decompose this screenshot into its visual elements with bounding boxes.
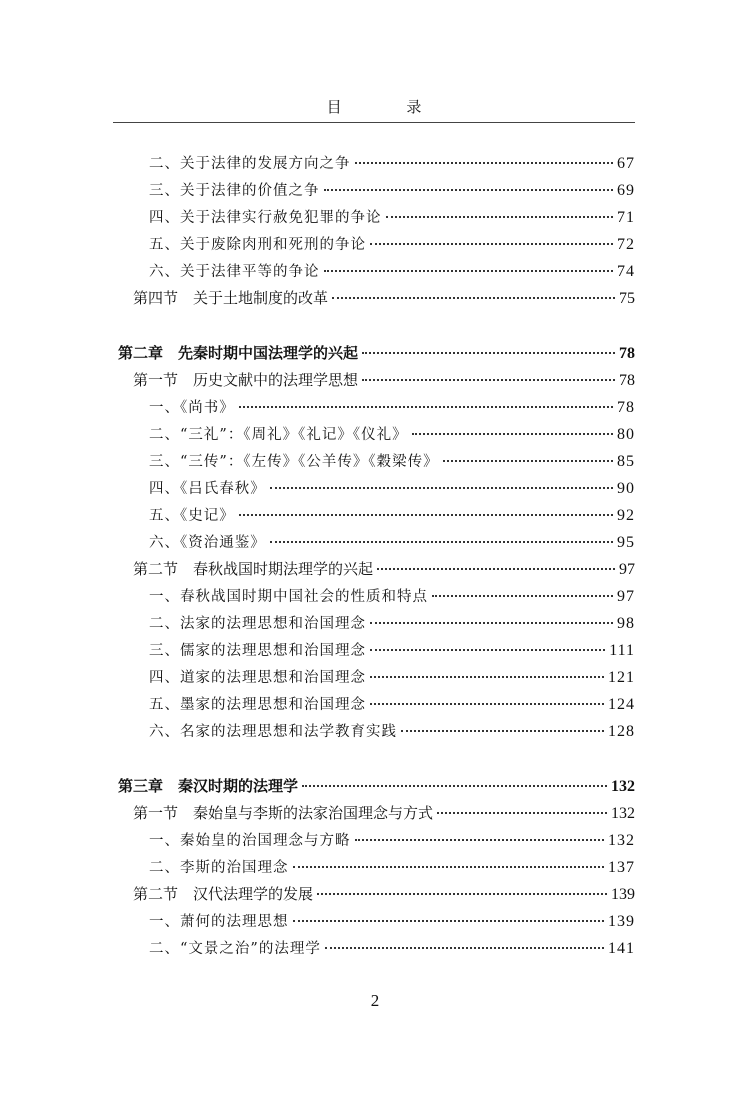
toc-entry[interactable]	[149, 260, 635, 284]
toc-chapter-label: 第三章 秦汉时期的法理学	[118, 777, 299, 795]
toc-chapter-label: 第二章 先秦时期中国法理学的兴起	[118, 344, 359, 362]
page-number: 2	[370, 991, 380, 1010]
toc-entry-page: 95	[617, 534, 635, 551]
toc-section[interactable]	[133, 558, 635, 582]
toc-entry-label: 四、关于法律实行赦免犯罪的争论	[149, 210, 382, 226]
toc-leader-dots	[239, 513, 613, 516]
toc-entry[interactable]	[149, 856, 635, 880]
toc-entry-label: 一、萧何的法理思想	[149, 914, 289, 930]
toc-leader-dots	[370, 621, 613, 624]
toc-entry[interactable]	[149, 206, 635, 230]
running-header: 目 录	[326, 98, 452, 116]
toc-entry-label: 二、李斯的治国理念	[149, 860, 289, 876]
toc-entry[interactable]	[149, 720, 635, 744]
toc-chapter[interactable]	[118, 342, 635, 366]
toc-entry[interactable]	[149, 152, 635, 176]
toc-section[interactable]	[133, 883, 635, 907]
toc-entry[interactable]	[149, 233, 635, 257]
toc-entry-page: 121	[608, 669, 635, 686]
toc-entry-label: 二、法家的法理思想和治国理念	[149, 616, 366, 632]
toc-entry[interactable]	[149, 910, 635, 934]
toc-leader-dots	[239, 405, 613, 408]
toc-entry-page: 71	[617, 209, 635, 226]
toc-leader-dots	[293, 919, 605, 922]
toc-entry-label: 一、秦始皇的治国理念与方略	[149, 833, 351, 849]
toc-section[interactable]	[133, 369, 635, 393]
toc-entry-page: 132	[608, 832, 635, 849]
toc-entry-page: 98	[617, 615, 635, 632]
toc-entry-label: 六、《资治通鉴》	[149, 535, 266, 551]
toc-entry-label: 六、关于法律平等的争论	[149, 264, 320, 280]
toc-leader-dots	[362, 351, 615, 354]
toc-entry-page: 78	[617, 399, 635, 416]
toc-entry-page: 72	[617, 236, 635, 253]
toc-section-label: 第一节 历史文献中的法理学思想	[133, 371, 359, 389]
toc-entry-label: 二、“三礼”：《周礼》《礼记》《仪礼》	[149, 427, 408, 443]
toc-leader-dots	[370, 675, 604, 678]
toc-entry[interactable]	[149, 693, 635, 717]
toc-entry-page: 74	[617, 263, 635, 280]
toc-entry-label: 六、名家的法理思想和法学教育实践	[149, 724, 397, 740]
toc-entry[interactable]	[149, 585, 635, 609]
toc-entry[interactable]	[149, 396, 635, 420]
toc-leader-dots	[302, 784, 607, 787]
toc-entry-page: 141	[608, 940, 635, 957]
toc-entry-page: 80	[617, 426, 635, 443]
toc-entry[interactable]	[149, 639, 635, 663]
toc-section-label: 第二节 春秋战国时期法理学的兴起	[133, 560, 374, 578]
toc-entry-page: 92	[617, 507, 635, 524]
toc-entry-label: 四、《吕氏春秋》	[149, 481, 266, 497]
toc-entry-page: 90	[617, 480, 635, 497]
toc-entry[interactable]	[149, 612, 635, 636]
toc-entry-label: 五、关于废除肉刑和死刑的争论	[149, 237, 366, 253]
toc-leader-dots	[370, 242, 613, 245]
toc-leader-dots	[270, 486, 613, 489]
toc-section-page: 139	[611, 886, 635, 903]
toc-entry-page: 139	[608, 913, 635, 930]
toc-entry-page: 69	[617, 182, 635, 199]
toc-leader-dots	[443, 459, 613, 462]
toc-chapter-page: 132	[611, 778, 635, 795]
toc-entry[interactable]	[149, 937, 635, 961]
toc-leader-dots	[386, 215, 614, 218]
toc-leader-dots	[432, 594, 613, 597]
toc-section-page: 78	[619, 372, 635, 389]
toc-leader-dots	[317, 892, 607, 895]
toc-section-label: 第二节 汉代法理学的发展	[133, 885, 314, 903]
toc-leader-dots	[412, 432, 613, 435]
toc-entry-page: 111	[609, 642, 635, 659]
toc-section[interactable]	[133, 802, 635, 826]
toc-section-label: 第一节 秦始皇与李斯的法家治国理念与方式	[133, 804, 434, 822]
toc-entry-label: 二、“文景之治”的法理学	[149, 941, 321, 957]
toc-entry-label: 三、关于法律的价值之争	[149, 183, 320, 199]
toc-leader-dots	[370, 702, 604, 705]
toc-leader-dots	[293, 865, 605, 868]
toc-leader-dots	[370, 648, 605, 651]
toc-entry[interactable]	[149, 423, 635, 447]
toc-section-page: 132	[611, 805, 635, 822]
toc-entry-page: 124	[608, 696, 635, 713]
toc-entry-label: 一、《尚书》	[149, 400, 235, 416]
toc-leader-dots	[270, 540, 613, 543]
toc-entry[interactable]	[149, 829, 635, 853]
toc-entry-page: 97	[617, 588, 635, 605]
toc-chapter-page: 78	[619, 345, 635, 362]
toc-leader-dots	[324, 269, 614, 272]
toc-entry[interactable]	[149, 504, 635, 528]
toc-entry-label: 三、儒家的法理思想和治国理念	[149, 643, 366, 659]
toc-entry-page: 85	[617, 453, 635, 470]
toc-entry[interactable]	[149, 666, 635, 690]
toc-leader-dots	[401, 729, 604, 732]
toc-leader-dots	[325, 946, 604, 949]
toc-leader-dots	[377, 567, 615, 570]
toc-entry-label: 三、“三传”：《左传》《公羊传》《穀梁传》	[149, 454, 439, 470]
toc-leader-dots	[355, 838, 605, 841]
toc-entry-label: 一、春秋战国时期中国社会的性质和特点	[149, 589, 428, 605]
toc-entry[interactable]	[149, 531, 635, 555]
toc-entry-label: 五、《史记》	[149, 508, 235, 524]
toc-chapter[interactable]	[118, 775, 635, 799]
toc-section-page: 75	[619, 290, 635, 307]
toc-entry-label: 四、道家的法理思想和治国理念	[149, 670, 366, 686]
toc-entry-label: 二、关于法律的发展方向之争	[149, 156, 351, 172]
toc-leader-dots	[355, 161, 614, 164]
toc-entry-page: 137	[608, 859, 635, 876]
toc-entry[interactable]	[149, 450, 635, 474]
toc-leader-dots	[332, 296, 615, 299]
toc-leader-dots	[324, 188, 614, 191]
toc-section-page: 97	[619, 561, 635, 578]
toc-entry[interactable]	[149, 477, 635, 501]
toc-section-label: 第四节 关于土地制度的改革	[133, 289, 329, 307]
toc-section[interactable]	[133, 287, 635, 311]
toc-entry-label: 五、墨家的法理思想和治国理念	[149, 697, 366, 713]
toc-entry[interactable]	[149, 179, 635, 203]
toc-entry-page: 67	[617, 155, 635, 172]
toc-entry-page: 128	[608, 723, 635, 740]
header-rule	[113, 122, 635, 123]
toc-leader-dots	[362, 378, 615, 381]
toc-leader-dots	[437, 811, 607, 814]
